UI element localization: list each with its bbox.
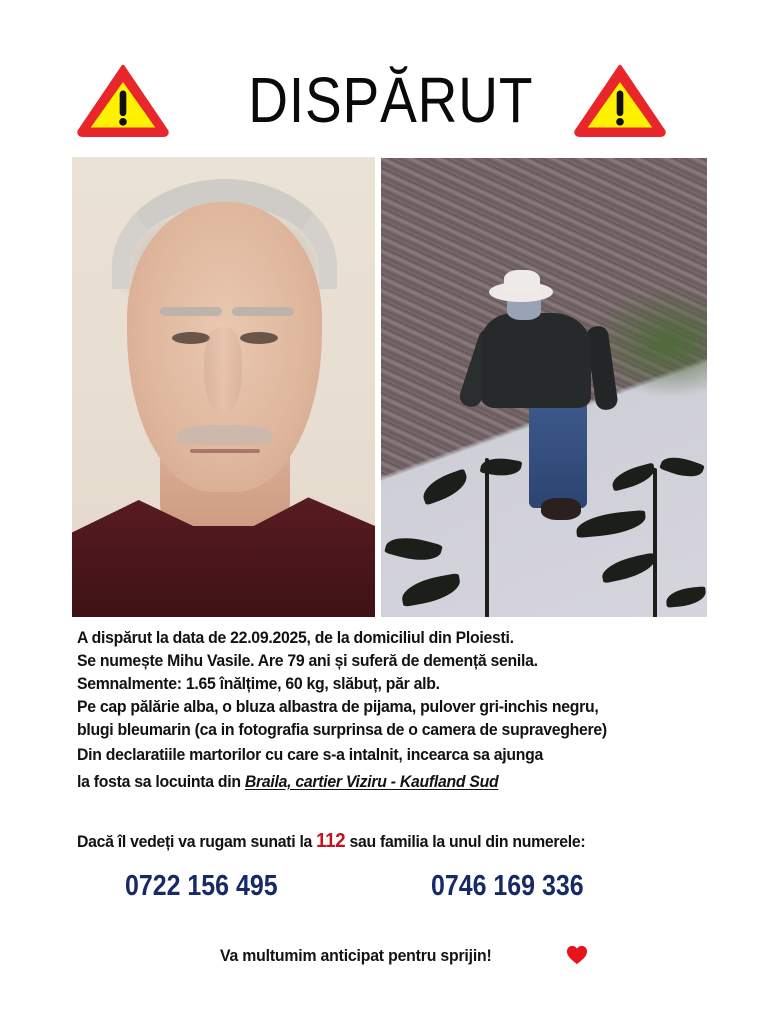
photo-detail-leaf [575,510,647,538]
photo-detail-nose [204,327,242,415]
call-to-action [77,829,624,853]
surveillance-photo [381,158,707,617]
photo-detail-mouth [190,449,260,453]
emergency-number[interactable]: 112 [316,830,346,852]
description-line: Pe cap pălărie alba, o bluza albastra de pijama, pulover gri-inchis negru, [77,697,599,716]
heart-icon-svg [566,945,588,965]
photo-detail-leaf [384,531,443,566]
description-line: Se numește Mihu Vasile. Are 79 ani și suferă de demență senila. [77,651,538,670]
photo-detail-eye [240,332,278,344]
photo-detail-leaf [609,462,657,491]
photo-detail-sweater [481,313,591,408]
photo-detail-brow [160,307,222,316]
photo-detail-leaf [419,468,472,505]
photo-detail-mustache [177,425,272,445]
photo-detail-leaf [600,553,658,584]
description-line: blugi bleumarin (ca in fotografia surprinsa de o camera de supraveghere) [77,720,607,739]
description [77,626,757,795]
photo-detail-leaf [659,451,705,482]
photo-detail-stem [653,468,657,617]
photo-detail-jeans [529,398,587,508]
photo-detail-eye [172,332,210,344]
cta-suffix: sau familia la unul din numerele: [345,832,586,851]
heart-icon [566,945,588,965]
last-known-location: Braila, cartier Viziru - Kaufland Sud [244,772,499,791]
contact-phone-1[interactable]: 0722 156 495 [125,870,278,902]
photo-detail-brow [232,307,294,316]
cta-prefix: Dacă îl vedeți va rugam sunati la [77,832,317,851]
description-line: A dispărut la data de 22.09.2025, de la domiciliul din Ploiesti. [77,628,514,647]
photo-detail-stem [485,458,489,617]
portrait-photo [72,157,375,617]
photo-detail-hat [504,270,540,292]
description-line-location [77,768,757,795]
photo-detail-leaf [665,586,706,607]
warning-triangle-icon [572,63,668,137]
description-line: Semnalmente: 1.65 înălțime, 60 kg, slăbuț, păr alb. [77,674,440,693]
location-prefix: la fosta sa locuinta din [77,772,245,791]
description-line: Din declaratiile martorilor cu care s-a intalnit, incearca sa ajunga [77,745,544,764]
contact-phone-2[interactable]: 0746 169 336 [431,870,584,902]
photo-detail-leaf [399,573,462,607]
warning-triangle-icon-svg [572,63,668,137]
thanks-message: Va multumim anticipat pentru sprijin! [220,946,492,965]
page-title: DISPĂRUT [248,64,534,136]
photo-detail-shoes [541,498,581,520]
